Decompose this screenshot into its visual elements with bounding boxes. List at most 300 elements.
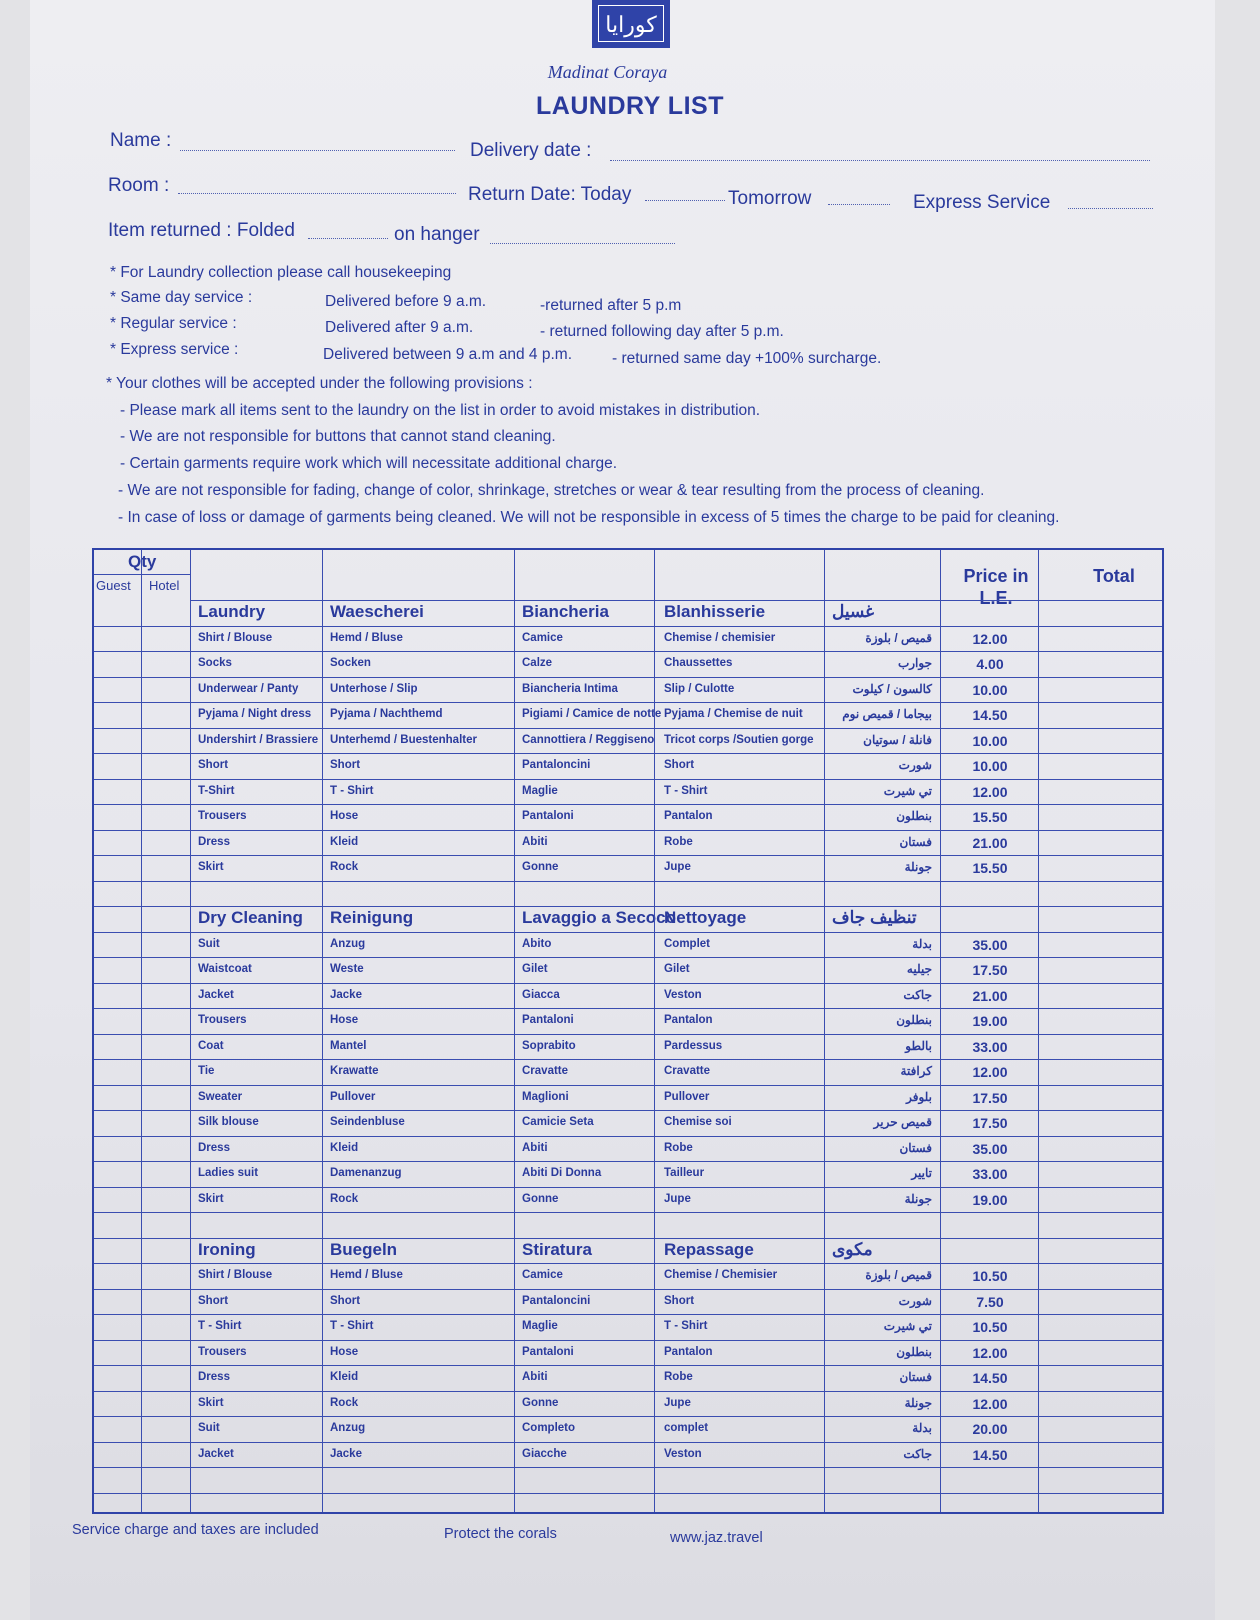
item-1-3-price: 19.00: [972, 1013, 1008, 1029]
item-2-2-guest-qty[interactable]: [96, 1314, 138, 1340]
section-2-header-4: مكوى: [832, 1239, 873, 1259]
item-2-7-lang-3: Veston: [664, 1447, 702, 1460]
item-0-8-arabic: فستان: [899, 834, 932, 849]
item-0-9-lang-0: Skirt: [198, 861, 224, 873]
item-0-1-hotel-qty[interactable]: [143, 651, 187, 677]
item-0-5-lang-3: Short: [664, 759, 695, 771]
item-1-0-lang-1: Anzug: [330, 937, 366, 950]
item-0-9-guest-qty[interactable]: [96, 855, 138, 881]
item-0-6-guest-qty[interactable]: [96, 779, 138, 805]
item-0-4-price: 10.00: [972, 732, 1008, 749]
item-0-6-price: 12.00: [972, 783, 1008, 800]
item-0-7-total[interactable]: [1040, 804, 1160, 830]
item-1-2-total[interactable]: [1040, 983, 1160, 1009]
table-row-line: [94, 702, 1162, 703]
item-0-4-guest-qty[interactable]: [96, 728, 138, 754]
item-1-4-hotel-qty[interactable]: [143, 1034, 187, 1060]
item-0-5-price: 10.00: [972, 758, 1008, 774]
table-row-line: [94, 957, 1162, 958]
item-0-7-lang-1: Hose: [330, 810, 359, 822]
item-1-1-total[interactable]: [1040, 957, 1160, 983]
item-1-2-price: 21.00: [972, 987, 1008, 1004]
item-0-3-lang-0: Pyjama / Night dress: [198, 708, 312, 720]
column-divider-7: [1038, 550, 1039, 1512]
item-1-4-guest-qty[interactable]: [96, 1034, 138, 1060]
item-1-10-price: 19.00: [972, 1191, 1008, 1208]
item-0-1-lang-3: Chaussettes: [664, 657, 733, 669]
section-0-header-2: Biancheria: [522, 602, 609, 621]
section-0-spacer-line: [94, 906, 1162, 907]
item-0-5-guest-qty[interactable]: [96, 753, 138, 779]
item-0-0-total[interactable]: [1040, 626, 1160, 652]
item-1-10-lang-2: Gonne: [522, 1192, 559, 1205]
section-1-header-3: Nettoyage: [664, 908, 747, 927]
item-1-0-guest-qty[interactable]: [96, 932, 138, 958]
hanger-line[interactable]: [490, 243, 675, 244]
item-2-4-hotel-qty[interactable]: [143, 1365, 187, 1391]
item-0-1-lang-2: Calze: [522, 657, 553, 669]
table-row-line: [94, 881, 1162, 882]
item-0-6-total[interactable]: [1040, 779, 1160, 805]
item-2-5-hotel-qty[interactable]: [143, 1391, 187, 1417]
item-0-6-lang-3: T - Shirt: [664, 784, 708, 797]
item-2-4-guest-qty[interactable]: [96, 1365, 138, 1391]
item-2-6-hotel-qty[interactable]: [143, 1416, 187, 1442]
item-0-8-lang-2: Abiti: [522, 835, 548, 848]
item-2-1-hotel-qty[interactable]: [143, 1289, 187, 1315]
item-2-4-lang-0: Dress: [198, 1371, 230, 1383]
item-0-5-lang-0: Short: [198, 759, 229, 771]
item-1-5-lang-2: Cravatte: [522, 1065, 569, 1077]
item-1-8-lang-3: Robe: [664, 1141, 693, 1154]
table-row-line: [94, 753, 1162, 754]
item-1-8-lang-2: Abiti: [522, 1141, 548, 1154]
item-1-3-guest-qty[interactable]: [96, 1008, 138, 1034]
item-1-8-lang-0: Dress: [198, 1141, 230, 1154]
table-row-line: [94, 1212, 1162, 1213]
table-row-line: [94, 1059, 1162, 1060]
item-returned-label: Item returned : Folded: [108, 220, 295, 241]
item-1-3-arabic: بنطلون: [896, 1013, 932, 1027]
item-0-1-lang-0: Socks: [198, 657, 232, 669]
item-2-1-guest-qty[interactable]: [96, 1289, 138, 1315]
column-divider-4: [654, 550, 655, 1512]
item-2-7-lang-0: Jacket: [198, 1447, 234, 1460]
item-1-1-lang-3: Gilet: [664, 963, 690, 975]
item-1-9-lang-2: Abiti Di Donna: [522, 1167, 602, 1179]
table-row-line: [94, 804, 1162, 805]
item-2-7-lang-1: Jacke: [330, 1447, 362, 1460]
item-2-3-price: 12.00: [972, 1344, 1008, 1361]
item-1-1-lang-1: Weste: [330, 963, 364, 975]
item-0-9-lang-1: Rock: [330, 861, 359, 873]
item-0-1-total[interactable]: [1040, 651, 1160, 677]
item-1-3-total[interactable]: [1040, 1008, 1160, 1034]
top-header-line: [190, 600, 1162, 601]
item-1-10-hotel-qty[interactable]: [143, 1187, 187, 1213]
note-provision-3: - Certain garments require work which will necessitate additional charge.: [120, 455, 618, 472]
item-1-1-arabic: جيليه: [906, 962, 932, 976]
item-2-0-price: 10.50: [972, 1268, 1008, 1284]
item-0-8-lang-3: Robe: [664, 835, 693, 848]
item-2-4-total[interactable]: [1040, 1365, 1160, 1391]
item-1-4-price: 33.00: [972, 1038, 1008, 1055]
section-0-header-1: Waescherei: [330, 602, 424, 621]
item-0-1-guest-qty[interactable]: [96, 651, 138, 677]
note-express-delivered: Delivered between 9 a.m and 4 p.m.: [323, 346, 572, 363]
item-1-7-lang-3: Chemise soi: [664, 1116, 732, 1128]
item-1-5-price: 12.00: [972, 1064, 1008, 1080]
item-0-3-price: 14.50: [972, 707, 1008, 723]
section-0-header-0: Laundry: [198, 602, 266, 621]
item-2-6-price: 20.00: [972, 1421, 1008, 1437]
column-divider-2: [322, 550, 323, 1512]
item-0-9-arabic: جونلة: [904, 860, 932, 874]
delivery-date-label: Delivery date :: [470, 140, 592, 161]
item-1-4-lang-1: Mantel: [330, 1039, 367, 1052]
on-hanger-label: on hanger: [394, 224, 480, 245]
item-0-3-guest-qty[interactable]: [96, 702, 138, 728]
item-1-3-lang-2: Pantaloni: [522, 1014, 574, 1026]
today-line[interactable]: [645, 200, 725, 201]
item-1-6-total[interactable]: [1040, 1085, 1160, 1111]
item-1-6-lang-1: Pullover: [330, 1090, 376, 1103]
section-0-header-line: [94, 626, 1162, 627]
item-2-3-lang-1: Hose: [330, 1345, 359, 1358]
logo-frame: [598, 5, 664, 42]
item-1-5-total[interactable]: [1040, 1059, 1160, 1085]
item-1-7-arabic: قميص حرير: [873, 1115, 932, 1129]
item-0-4-lang-3: Tricot corps /Soutien gorge: [664, 733, 814, 746]
price-unit-header: L.E.: [979, 588, 1013, 608]
item-2-7-guest-qty[interactable]: [96, 1442, 138, 1468]
item-1-9-lang-3: Tailleur: [664, 1167, 705, 1179]
footer-service-charge: Service charge and taxes are included: [72, 1522, 319, 1538]
column-divider-3: [514, 550, 515, 1512]
item-0-2-hotel-qty[interactable]: [143, 677, 187, 703]
item-2-0-lang-0: Shirt / Blouse: [198, 1269, 273, 1281]
item-0-6-hotel-qty[interactable]: [143, 779, 187, 805]
note-provision-5: - In case of loss or damage of garments being cleaned. We will not be responsible in excess of 5 times the charge to be paid for cleaning.: [118, 509, 1060, 526]
note-provisions: * Your clothes will be accepted under the following provisions :: [106, 375, 533, 392]
item-1-3-lang-1: Hose: [330, 1014, 359, 1026]
item-0-6-arabic: تي شيرت: [883, 783, 932, 798]
item-2-5-lang-1: Rock: [330, 1396, 359, 1409]
section-1-header-line: [94, 932, 1162, 933]
item-0-7-arabic: بنطلون: [896, 809, 932, 823]
item-1-7-lang-2: Camicie Seta: [522, 1116, 594, 1128]
item-1-9-hotel-qty[interactable]: [143, 1161, 187, 1187]
item-2-6-total[interactable]: [1040, 1416, 1160, 1442]
section-2-spacer-line: [94, 1493, 1162, 1494]
item-1-5-hotel-qty[interactable]: [143, 1059, 187, 1085]
price-table: [92, 548, 1164, 1514]
section-1-header-0: Dry Cleaning: [198, 908, 303, 927]
item-2-0-total[interactable]: [1040, 1263, 1160, 1289]
item-1-7-price: 17.50: [972, 1115, 1008, 1131]
brand-name: Madinat Coraya: [547, 62, 668, 82]
item-0-7-price: 15.50: [972, 809, 1008, 825]
tomorrow-line[interactable]: [828, 204, 890, 205]
item-0-2-price: 10.00: [972, 681, 1008, 698]
item-0-9-total[interactable]: [1040, 855, 1160, 881]
item-0-2-lang-1: Unterhose / Slip: [330, 682, 418, 695]
column-divider-0: [141, 550, 142, 1512]
item-1-6-price: 17.50: [972, 1089, 1008, 1106]
item-1-5-lang-0: Tie: [198, 1065, 215, 1077]
table-row-line: [94, 1467, 1162, 1468]
item-2-2-lang-3: T - Shirt: [664, 1320, 708, 1332]
express-line[interactable]: [1068, 208, 1153, 209]
table-row-line: [94, 651, 1162, 652]
name-line[interactable]: [180, 150, 455, 151]
item-2-4-lang-3: Robe: [664, 1371, 693, 1383]
item-0-8-total[interactable]: [1040, 830, 1160, 856]
item-0-5-total[interactable]: [1040, 753, 1160, 779]
item-1-2-hotel-qty[interactable]: [143, 983, 187, 1009]
item-1-7-lang-1: Seindenbluse: [330, 1116, 405, 1128]
item-1-8-hotel-qty[interactable]: [143, 1136, 187, 1162]
item-2-3-guest-qty[interactable]: [96, 1340, 138, 1366]
table-row-line: [94, 1110, 1162, 1111]
footer-protect-corals: Protect the corals: [444, 1526, 557, 1542]
item-0-7-lang-3: Pantalon: [664, 810, 713, 822]
item-1-9-lang-0: Ladies suit: [198, 1167, 259, 1179]
item-0-6-lang-2: Maglie: [522, 784, 558, 797]
item-0-8-guest-qty[interactable]: [96, 830, 138, 856]
item-1-3-lang-0: Trousers: [198, 1014, 247, 1026]
item-2-6-guest-qty[interactable]: [96, 1416, 138, 1442]
item-0-0-lang-2: Camice: [522, 631, 563, 644]
item-2-0-guest-qty[interactable]: [96, 1263, 138, 1289]
room-line[interactable]: [178, 193, 456, 194]
item-2-3-hotel-qty[interactable]: [143, 1340, 187, 1366]
item-1-9-arabic: تايير: [911, 1166, 932, 1180]
item-2-3-lang-3: Pantalon: [664, 1345, 713, 1358]
item-1-0-total[interactable]: [1040, 932, 1160, 958]
item-2-1-lang-2: Pantaloncini: [522, 1294, 591, 1307]
item-0-0-lang-1: Hemd / Bluse: [330, 631, 403, 644]
item-0-2-total[interactable]: [1040, 677, 1160, 703]
item-1-4-arabic: بالطو: [905, 1038, 932, 1053]
price-header: Price in: [963, 566, 1029, 586]
item-1-0-hotel-qty[interactable]: [143, 932, 187, 958]
item-1-8-price: 35.00: [972, 1140, 1008, 1157]
section-1-spacer-line: [94, 1238, 1162, 1239]
item-2-3-total[interactable]: [1040, 1340, 1160, 1366]
item-0-9-hotel-qty[interactable]: [143, 855, 187, 881]
table-row-line: [94, 677, 1162, 678]
qty-header-divider: [94, 574, 190, 575]
item-0-8-hotel-qty[interactable]: [143, 830, 187, 856]
item-1-0-lang-2: Abito: [522, 937, 552, 950]
item-1-7-hotel-qty[interactable]: [143, 1110, 187, 1136]
item-0-5-arabic: شورت: [898, 758, 932, 772]
item-2-5-total[interactable]: [1040, 1391, 1160, 1417]
item-1-4-lang-2: Soprabito: [522, 1039, 576, 1052]
item-0-2-guest-qty[interactable]: [96, 677, 138, 703]
note-express-label: * Express service :: [110, 341, 239, 358]
item-1-2-guest-qty[interactable]: [96, 983, 138, 1009]
item-0-9-lang-3: Jupe: [664, 861, 691, 873]
item-0-8-price: 21.00: [972, 834, 1008, 851]
item-2-5-guest-qty[interactable]: [96, 1391, 138, 1417]
item-1-9-guest-qty[interactable]: [96, 1161, 138, 1187]
item-1-5-guest-qty[interactable]: [96, 1059, 138, 1085]
item-0-6-lang-1: T - Shirt: [330, 784, 374, 797]
section-2-header-1: Buegeln: [330, 1239, 398, 1259]
item-0-5-lang-1: Short: [330, 759, 361, 771]
item-2-5-arabic: جونلة: [904, 1395, 932, 1410]
item-1-8-total[interactable]: [1040, 1136, 1160, 1162]
item-1-2-lang-2: Giacca: [522, 988, 560, 1001]
note-provision-1: - Please mark all items sent to the laundry on the list in order to avoid mistakes in distribution.: [120, 402, 761, 419]
item-1-1-guest-qty[interactable]: [96, 957, 138, 983]
table-row-line: [94, 1365, 1162, 1366]
item-1-6-guest-qty[interactable]: [96, 1085, 138, 1111]
room-label: Room :: [108, 175, 170, 196]
item-0-7-lang-2: Pantaloni: [522, 810, 574, 822]
item-0-0-guest-qty[interactable]: [96, 626, 138, 652]
item-2-7-total[interactable]: [1040, 1442, 1160, 1468]
column-divider-1: [190, 550, 191, 1512]
note-regular-returned: - returned following day after 5 p.m.: [540, 323, 784, 340]
item-0-4-lang-2: Cannottiera / Reggiseno: [522, 733, 655, 746]
item-2-6-lang-3: complet: [664, 1422, 709, 1434]
item-0-1-price: 4.00: [976, 656, 1004, 672]
item-1-1-lang-2: Gilet: [522, 963, 548, 975]
item-1-5-lang-3: Cravatte: [664, 1065, 711, 1077]
item-1-1-price: 17.50: [972, 962, 1008, 978]
note-express-returned: - returned same day +100% surcharge.: [612, 350, 882, 367]
item-0-0-arabic: قميص / بلوزة: [865, 630, 932, 645]
item-0-4-lang-0: Undershirt / Brassiere: [198, 733, 319, 746]
item-0-4-lang-1: Unterhemd / Buestenhalter: [330, 733, 477, 746]
item-2-1-lang-3: Short: [664, 1294, 695, 1307]
item-0-4-total[interactable]: [1040, 728, 1160, 754]
item-1-4-total[interactable]: [1040, 1034, 1160, 1060]
section-2-header-line: [94, 1263, 1162, 1264]
section-2-header-3: Repassage: [664, 1239, 754, 1259]
item-2-1-price: 7.50: [976, 1293, 1004, 1310]
item-1-0-price: 35.00: [972, 936, 1008, 953]
table-row-line: [94, 1442, 1162, 1443]
item-1-2-arabic: جاكت: [903, 987, 932, 1002]
item-1-7-total[interactable]: [1040, 1110, 1160, 1136]
item-2-7-hotel-qty[interactable]: [143, 1442, 187, 1468]
item-0-4-hotel-qty[interactable]: [143, 728, 187, 754]
item-0-0-hotel-qty[interactable]: [143, 626, 187, 652]
item-2-2-total[interactable]: [1040, 1314, 1160, 1340]
item-1-3-lang-3: Pantalon: [664, 1014, 713, 1026]
item-1-7-guest-qty[interactable]: [96, 1110, 138, 1136]
item-1-4-lang-0: Coat: [198, 1039, 224, 1052]
item-0-6-lang-0: T-Shirt: [198, 784, 235, 797]
item-2-0-hotel-qty[interactable]: [143, 1263, 187, 1289]
item-1-5-arabic: كرافتة: [900, 1064, 932, 1078]
item-2-7-arabic: جاكت: [903, 1446, 932, 1461]
item-0-3-hotel-qty[interactable]: [143, 702, 187, 728]
item-1-1-hotel-qty[interactable]: [143, 957, 187, 983]
item-2-0-lang-2: Camice: [522, 1269, 563, 1281]
item-1-0-lang-3: Complet: [664, 937, 710, 950]
note-same-day-returned: -returned after 5 p.m: [540, 297, 682, 314]
column-divider-6: [940, 550, 941, 1512]
table-row-line: [94, 830, 1162, 831]
item-1-9-lang-1: Damenanzug: [330, 1167, 402, 1179]
item-0-7-guest-qty[interactable]: [96, 804, 138, 830]
page-title: LAUNDRY LIST: [536, 92, 724, 120]
item-2-1-lang-0: Short: [198, 1294, 229, 1307]
section-1-header-4: تنظيف جاف: [832, 908, 917, 927]
item-2-2-hotel-qty[interactable]: [143, 1314, 187, 1340]
table-row-line: [94, 1314, 1162, 1315]
item-2-4-price: 14.50: [972, 1370, 1008, 1386]
item-1-10-lang-3: Jupe: [664, 1192, 691, 1205]
section-1-header-1: Reinigung: [330, 908, 414, 927]
item-0-2-lang-0: Underwear / Panty: [198, 682, 299, 695]
item-1-2-lang-1: Jacke: [330, 988, 362, 1001]
table-row-line: [94, 855, 1162, 856]
item-1-9-price: 33.00: [972, 1166, 1008, 1182]
item-1-6-hotel-qty[interactable]: [143, 1085, 187, 1111]
return-date-label: Return Date: Today: [468, 184, 632, 205]
item-0-0-lang-0: Shirt / Blouse: [198, 631, 273, 644]
item-2-1-total[interactable]: [1040, 1289, 1160, 1315]
folded-line[interactable]: [308, 238, 388, 239]
item-2-5-lang-2: Gonne: [522, 1396, 559, 1409]
item-1-8-guest-qty[interactable]: [96, 1136, 138, 1162]
item-1-3-hotel-qty[interactable]: [143, 1008, 187, 1034]
item-1-1-lang-0: Waistcoat: [198, 963, 252, 975]
item-2-0-arabic: قميص / بلوزة: [865, 1268, 932, 1282]
item-0-3-total[interactable]: [1040, 702, 1160, 728]
item-0-4-arabic: فانلة / سوتيان: [863, 732, 932, 747]
item-2-5-lang-0: Skirt: [198, 1396, 224, 1409]
item-1-10-total[interactable]: [1040, 1187, 1160, 1213]
item-0-3-lang-1: Pyjama / Nachthemd: [330, 708, 443, 720]
item-1-9-total[interactable]: [1040, 1161, 1160, 1187]
section-2-header-2: Stiratura: [522, 1239, 592, 1259]
qty-header: Qty: [128, 552, 157, 571]
note-provision-4: - We are not responsible for fading, change of color, shrinkage, stretches or wear & tear resulting from the process of cleaning.: [118, 482, 985, 499]
item-2-2-price: 10.50: [972, 1319, 1008, 1335]
table-row-line: [94, 1416, 1162, 1417]
item-0-9-price: 15.50: [972, 860, 1008, 876]
item-0-2-lang-3: Slip / Culotte: [664, 682, 735, 695]
hotel-header: Hotel: [149, 578, 180, 593]
item-1-5-lang-1: Krawatte: [330, 1065, 379, 1077]
item-1-0-arabic: بدلة: [912, 936, 932, 951]
table-row-line: [94, 1161, 1162, 1162]
item-0-1-lang-1: Socken: [330, 657, 371, 669]
item-1-10-guest-qty[interactable]: [96, 1187, 138, 1213]
item-0-7-hotel-qty[interactable]: [143, 804, 187, 830]
table-row-line: [94, 1136, 1162, 1137]
item-0-0-price: 12.00: [972, 630, 1008, 647]
item-0-7-lang-0: Trousers: [198, 810, 247, 822]
table-row-line: [94, 1340, 1162, 1341]
item-0-3-lang-2: Pigiami / Camice de notte: [522, 708, 662, 720]
delivery-date-line[interactable]: [610, 160, 1150, 161]
footer-url: www.jaz.travel: [670, 1530, 763, 1546]
item-1-10-lang-1: Rock: [330, 1192, 359, 1205]
item-0-8-lang-1: Kleid: [330, 835, 359, 848]
item-2-3-lang-0: Trousers: [198, 1345, 247, 1358]
item-0-5-hotel-qty[interactable]: [143, 753, 187, 779]
item-2-3-lang-2: Pantaloni: [522, 1345, 574, 1358]
table-row-line: [94, 728, 1162, 729]
